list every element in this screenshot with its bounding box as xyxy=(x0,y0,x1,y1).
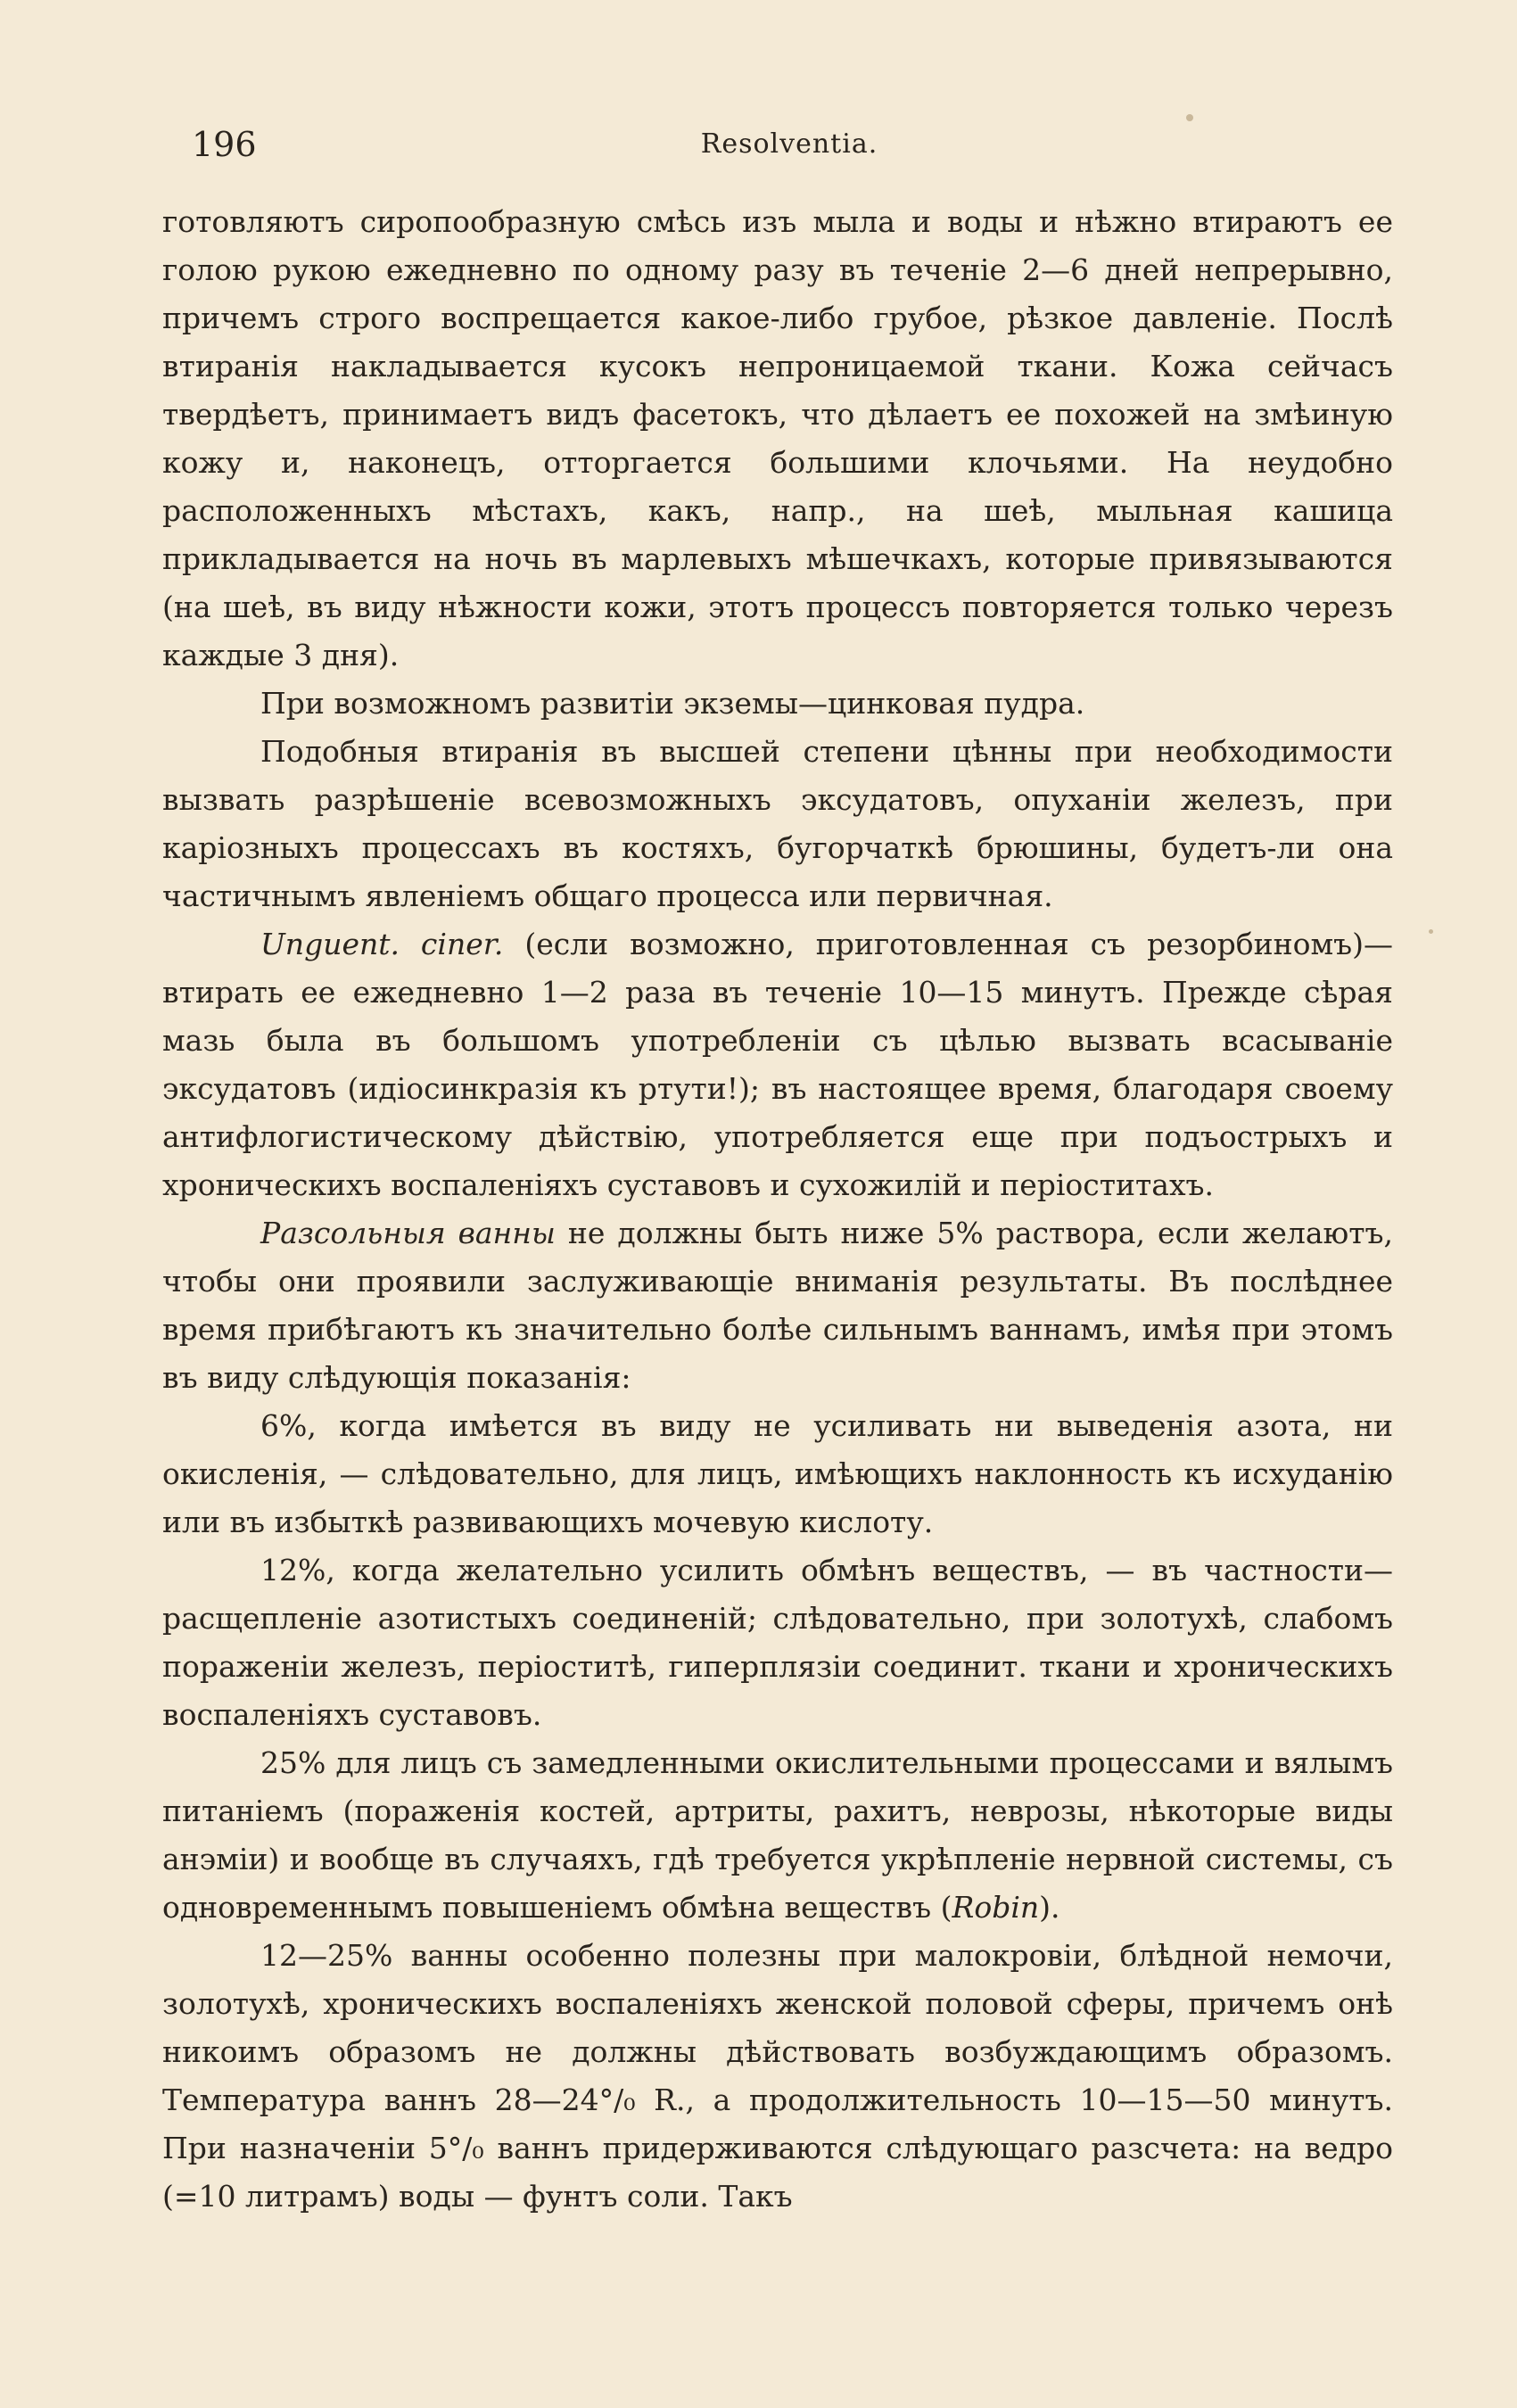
paragraph xyxy=(162,1209,1393,1402)
paragraph xyxy=(162,198,1393,680)
page-number: 196 xyxy=(192,125,257,164)
paragraph-text: При возможномъ развитіи экземы—цинковая пудра. xyxy=(260,686,1085,721)
emphasized-text: Robin xyxy=(952,1890,1040,1925)
paragraph xyxy=(162,1402,1393,1546)
emphasized-text: Unguent. ciner. xyxy=(260,927,504,961)
paragraph-text: 25% для лицъ съ замедленными окислительными процессами и вялымъ питаніемъ (пораженія костей, артриты, рахитъ, неврозы, нѣкоторые виды анэміи) и вообще въ случаяхъ, гдѣ требуется укрѣпленіе нервной системы, съ одновременнымъ повышеніемъ обмѣна веществъ ( xyxy=(162,1745,1393,1925)
paragraph-text: Подобныя втиранія въ высшей степени цѣнны при необходимости вызвать разрѣшеніе всевозможныхъ эксудатовъ, опуханіи железъ, при каріозныхъ процессахъ въ костяхъ, бугорчаткѣ брюшины, будетъ-ли она частичнымъ явленіемъ общаго процесса или первичная. xyxy=(162,734,1393,913)
running-title: Resolventia. xyxy=(700,128,878,160)
paragraph-text: 6%, когда имѣется въ виду не усиливать ни выведенія азота, ни окисленія, — слѣдовательно, для лицъ, имѣющихъ наклонность къ исхуданію или въ избыткѣ развивающихъ мочевую кислоту. xyxy=(162,1408,1393,1539)
paragraph xyxy=(162,1739,1393,1932)
running-head xyxy=(192,125,1387,169)
emphasized-text: Разсольныя ванны xyxy=(260,1216,556,1250)
paragraph xyxy=(162,1932,1393,2221)
paragraph-text: 12%, когда желательно усилить обмѣнъ веществъ, — въ частности—расщепленіе азотистыхъ соединеній; слѣдовательно, при золотухѣ, слабомъ пораженіи железъ, періоститѣ, гиперплязіи соединит. ткани и хроническихъ воспаленіяхъ суставовъ. xyxy=(162,1553,1393,1732)
paragraph xyxy=(162,728,1393,920)
paper-spot xyxy=(1186,114,1193,121)
paragraph-text: готовляютъ сиропообразную смѣсь изъ мыла и воды и нѣжно втираютъ ее голою рукою ежедневно по одному разу въ теченіе 2—6 дней непрерывно, причемъ строго воспрещается какое-либо грубое, рѣзкое давленіе. Послѣ втиранія накладывается кусокъ непроницаемой ткани. Кожа сейчасъ твердѣетъ, принимаетъ видъ фасетокъ, что дѣлаетъ ее похожей на змѣиную кожу и, наконецъ, отторгается большими клочьями. На неудобно расположенныхъ мѣстахъ, какъ, напр., на шеѣ, мыльная кашица прикладывается на ночь въ марлевыхъ мѣшечкахъ, которые привязываются (на шеѣ, въ виду нѣжности кожи, этотъ процессъ повторяется только черезъ каждые 3 дня). xyxy=(162,204,1393,672)
paragraph xyxy=(162,920,1393,1209)
paragraph xyxy=(162,680,1393,728)
paragraph xyxy=(162,1546,1393,1739)
body-text xyxy=(162,198,1393,2221)
paragraph-text: 12—25% ванны особенно полезны при малокровіи, блѣдной немочи, золотухѣ, хроническихъ воспаленіяхъ женской половой сферы, причемъ онѣ никоимъ образомъ не должны дѣйствовать возбуждающимъ образомъ. Температура ваннъ 28—24°/₀ R., а продолжительность 10—15—50 минутъ. При назначеніи 5°/₀ ваннъ придерживаются слѣдующаго разсчета: на ведро (=10 литрамъ) воды — фунтъ соли. Такъ xyxy=(162,1938,1393,2214)
paragraph-text: ). xyxy=(1039,1890,1060,1925)
paragraph-text: не должны быть ниже 5% раствора, если желаютъ, чтобы они проявили заслуживающіе вниманія результаты. Въ послѣднее время прибѣгаютъ къ значительно болѣе сильнымъ ваннамъ, имѣя при этомъ въ виду слѣдующія показанія: xyxy=(162,1216,1394,1395)
paper-spot xyxy=(1429,929,1433,934)
paragraph-text: (если возможно, приготовленная съ резорбиномъ)—втирать ее ежедневно 1—2 раза въ теченіе 10—15 минутъ. Прежде сѣрая мазь была въ большомъ употребленіи съ цѣлью вызвать всасываніе эксудатовъ (идіосинкразія къ ртути!); въ настоящее время, благодаря своему антифлогистическому дѣйствію, употребляется еще при подъострыхъ и хроническихъ воспаленіяхъ суставовъ и сухожилій и періоститахъ. xyxy=(162,927,1393,1202)
